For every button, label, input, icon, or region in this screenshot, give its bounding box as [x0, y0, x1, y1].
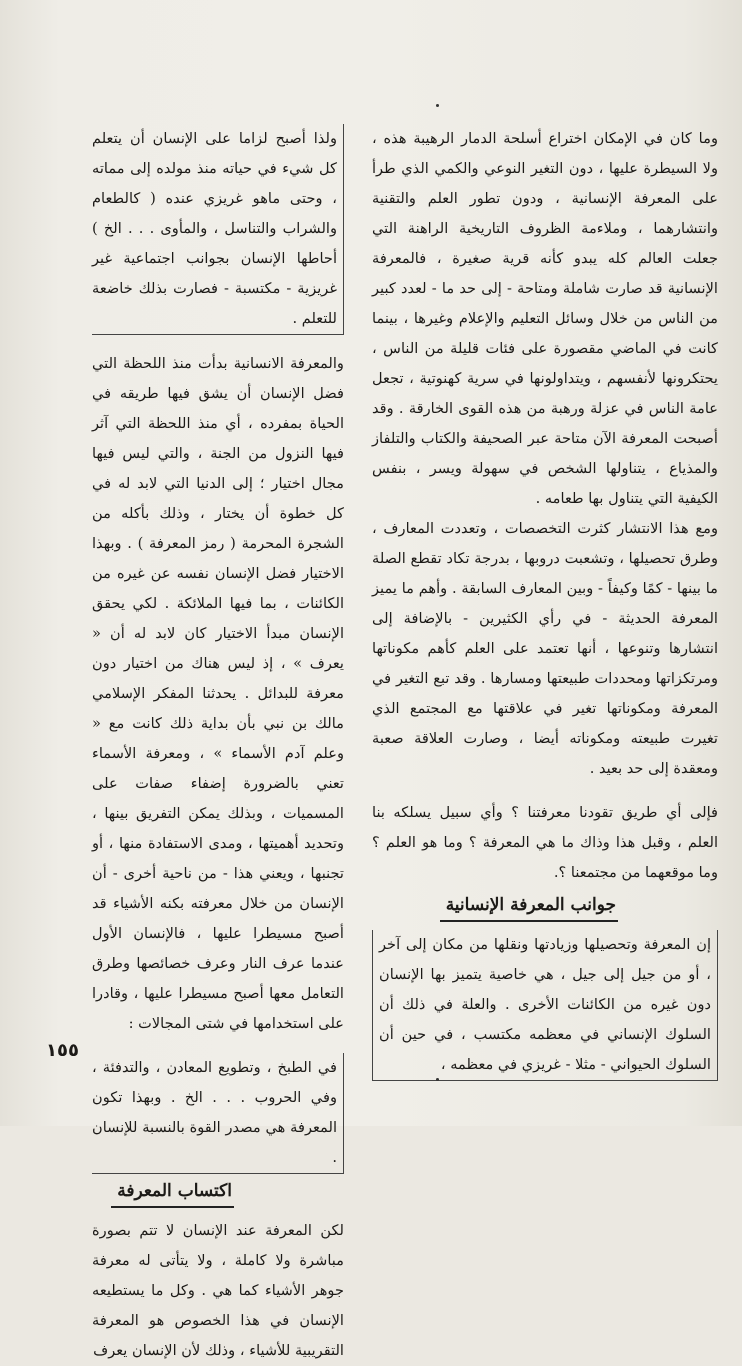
paragraph: وما كان في الإمكان اختراع أسلحة الدمار الرهيبة هذه ، ولا السيطرة عليها ، دون التغير النوعي والكمي الذي طرأ على المعرفة الإنسانية ، ودون تطور العلم والتقنية وانتشارهما ، وملاءمة الظروف التاريخية الراهنة التي جعلت العالم كله يبدو كأنه قرية صغيرة ، فالمعرفة الإنسانية قد صارت شاملة ومتاحة - إلى حد ما - لعدد كبير من الناس من خلال وسائل التعليم والإعلام وغيرها ، بينما كانت في الماضي مقصورة على فئات قليلة من الناس ، يحتكرونها لأنفسهم ، ويتداولونها في سرية كهنوتية ، تجعل عامة الناس في عزلة ورهبة من هذه القوى الخارقة . وقد أصبحت المعرفة الآن متاحة عبر الصحيفة والكتاب والتلفاز والمذياع ، يتناولها الشخص في سهولة ويسر ، بنفس الكيفية التي يتناول بها طعامه .	[372, 130, 718, 507]
paragraph: فإلى أي طريق تقودنا معرفتنا ؟ وأي سبيل يسلكه بنا العلم ، وقبل هذا وذاك ما هي المعرفة ؟ وما هو العلم ؟ وما موقعهما من مجتمعنا ؟.	[372, 804, 718, 881]
left-column	[92, 124, 344, 1366]
paragraph: إن المعرفة وتحصيلها وزيادتها ونقلها من مكان إلى آخر ، أو من جيل إلى جيل ، هي خاصية يتميز بها الإنسان دون غيره من الكائنات الأخرى . والعلة في ذلك أن السلوك الإنساني في معظمه مكتسب ، في حين أن السلوك الحيواني - مثلا - غريزي في معظمه ،	[372, 930, 718, 1081]
paragraph: ولذا أصبح لزاما على الإنسان أن يتعلم كل شيء في حياته منذ مولده إلى مماته ، وحتى ماهو غريزي عنده ( كالطعام والشراب والتناسل ، والمأوى . . . الخ ) أحاطها الإنسان بجوانب اجتماعية غير غريزية - مكتسبة - فصارت بذلك خاضعة للتعلم .	[92, 124, 344, 335]
paragraph: والمعرفة الانسانية بدأت منذ اللحظة التي فضل الإنسان أن يشق فيها طريقه في الحياة بمفرده ، أي منذ اللحظة التي آثر فيها النزول من الجنة ، والتي ليس فيها مجال اختيار ؛ إلى الدنيا التي لابد له في كل خطوة أن يختار ، وذلك بأكله من الشجرة المحرمة ( رمز المعرفة ) . وبهذا الاختيار فضل الإنسان نفسه عن غيره من الكائنات ، بما فيها الملائكة . لكي يحقق الإنسان مبدأ الاختيار كان لابد له أن « يعرف » ، إذ ليس هناك من اختيار دون معرفة للبدائل . يحدثنا المفكر الإسلامي مالك بن نبي بأن بداية ذلك كانت مع « وعلم آدم الأسماء » ، ومعرفة الأسماء تعني بالضرورة إضفاء صفات على المسميات ، وبذلك يمكن التفريق بينها ، وتحديد أهميتها ، ومدى الاستفادة منها ، أو تجنبها ، ويعني هذا - من ناحية أخرى - أن الإنسان من خلال معرفته بكنه الأشياء قد أصبح مسيطرا عليها ، فالإنسان الأول عندما عرف النار وعرف خصائصها وطرق التعامل معها أصبح مسيطرا عليها ، وقادرا على استخدامها في شتى المجالات :	[92, 355, 344, 1032]
paragraph: ومع هذا الانتشار كثرت التخصصات ، وتعددت المعارف ، وطرق تحصيلها ، وتشعبت دروبها ، بدرجة تكاد تقطع الصلة ما بينها - كمًا وكيفاً - وبين المعارف السابقة . وأهم ما يميز المعرفة الحديثة - في رأي الكثيرين - بالإضافة إلى انتشارها وتنوعها ، أنها تعتمد على العلم كأهم مكوناتها ومرتكزاتها ومحددات طبيعتها ومسارها . وقد تبع التغير في المعرفة ومكوناتها تغير في علاقتها مع المجتمع الذي تغيرت طبيعته ومكوناته أيضا ، وصارت العلاقة صعبة ومعقدة إلى حد بعيد .	[372, 520, 718, 777]
right-column	[372, 124, 718, 1081]
paragraph: في الطبخ ، وتطويع المعادن ، والتدفئة ، وفي الحروب . . . الخ . وبهذا تكون المعرفة هي مصدر القوة بالنسبة للإنسان .	[92, 1053, 344, 1174]
paragraph: لكن المعرفة عند الإنسان لا تتم بصورة مباشرة ولا كاملة ، ولا يتأتى له معرفة جوهر الأشياء كما هي . وكل ما يستطيعه الإنسان في هذا الخصوص هو المعرفة التقريبية للأشياء ، وذلك لأن الإنسان يعرف	[92, 1222, 344, 1359]
section-heading: اكتساب المعرفة	[111, 1176, 234, 1208]
page-number: ١٥٥	[46, 1040, 79, 1061]
ink-dot	[436, 1078, 439, 1081]
section-heading: جوانب المعرفة الإنسانية	[440, 890, 618, 922]
ink-dot	[436, 104, 439, 107]
